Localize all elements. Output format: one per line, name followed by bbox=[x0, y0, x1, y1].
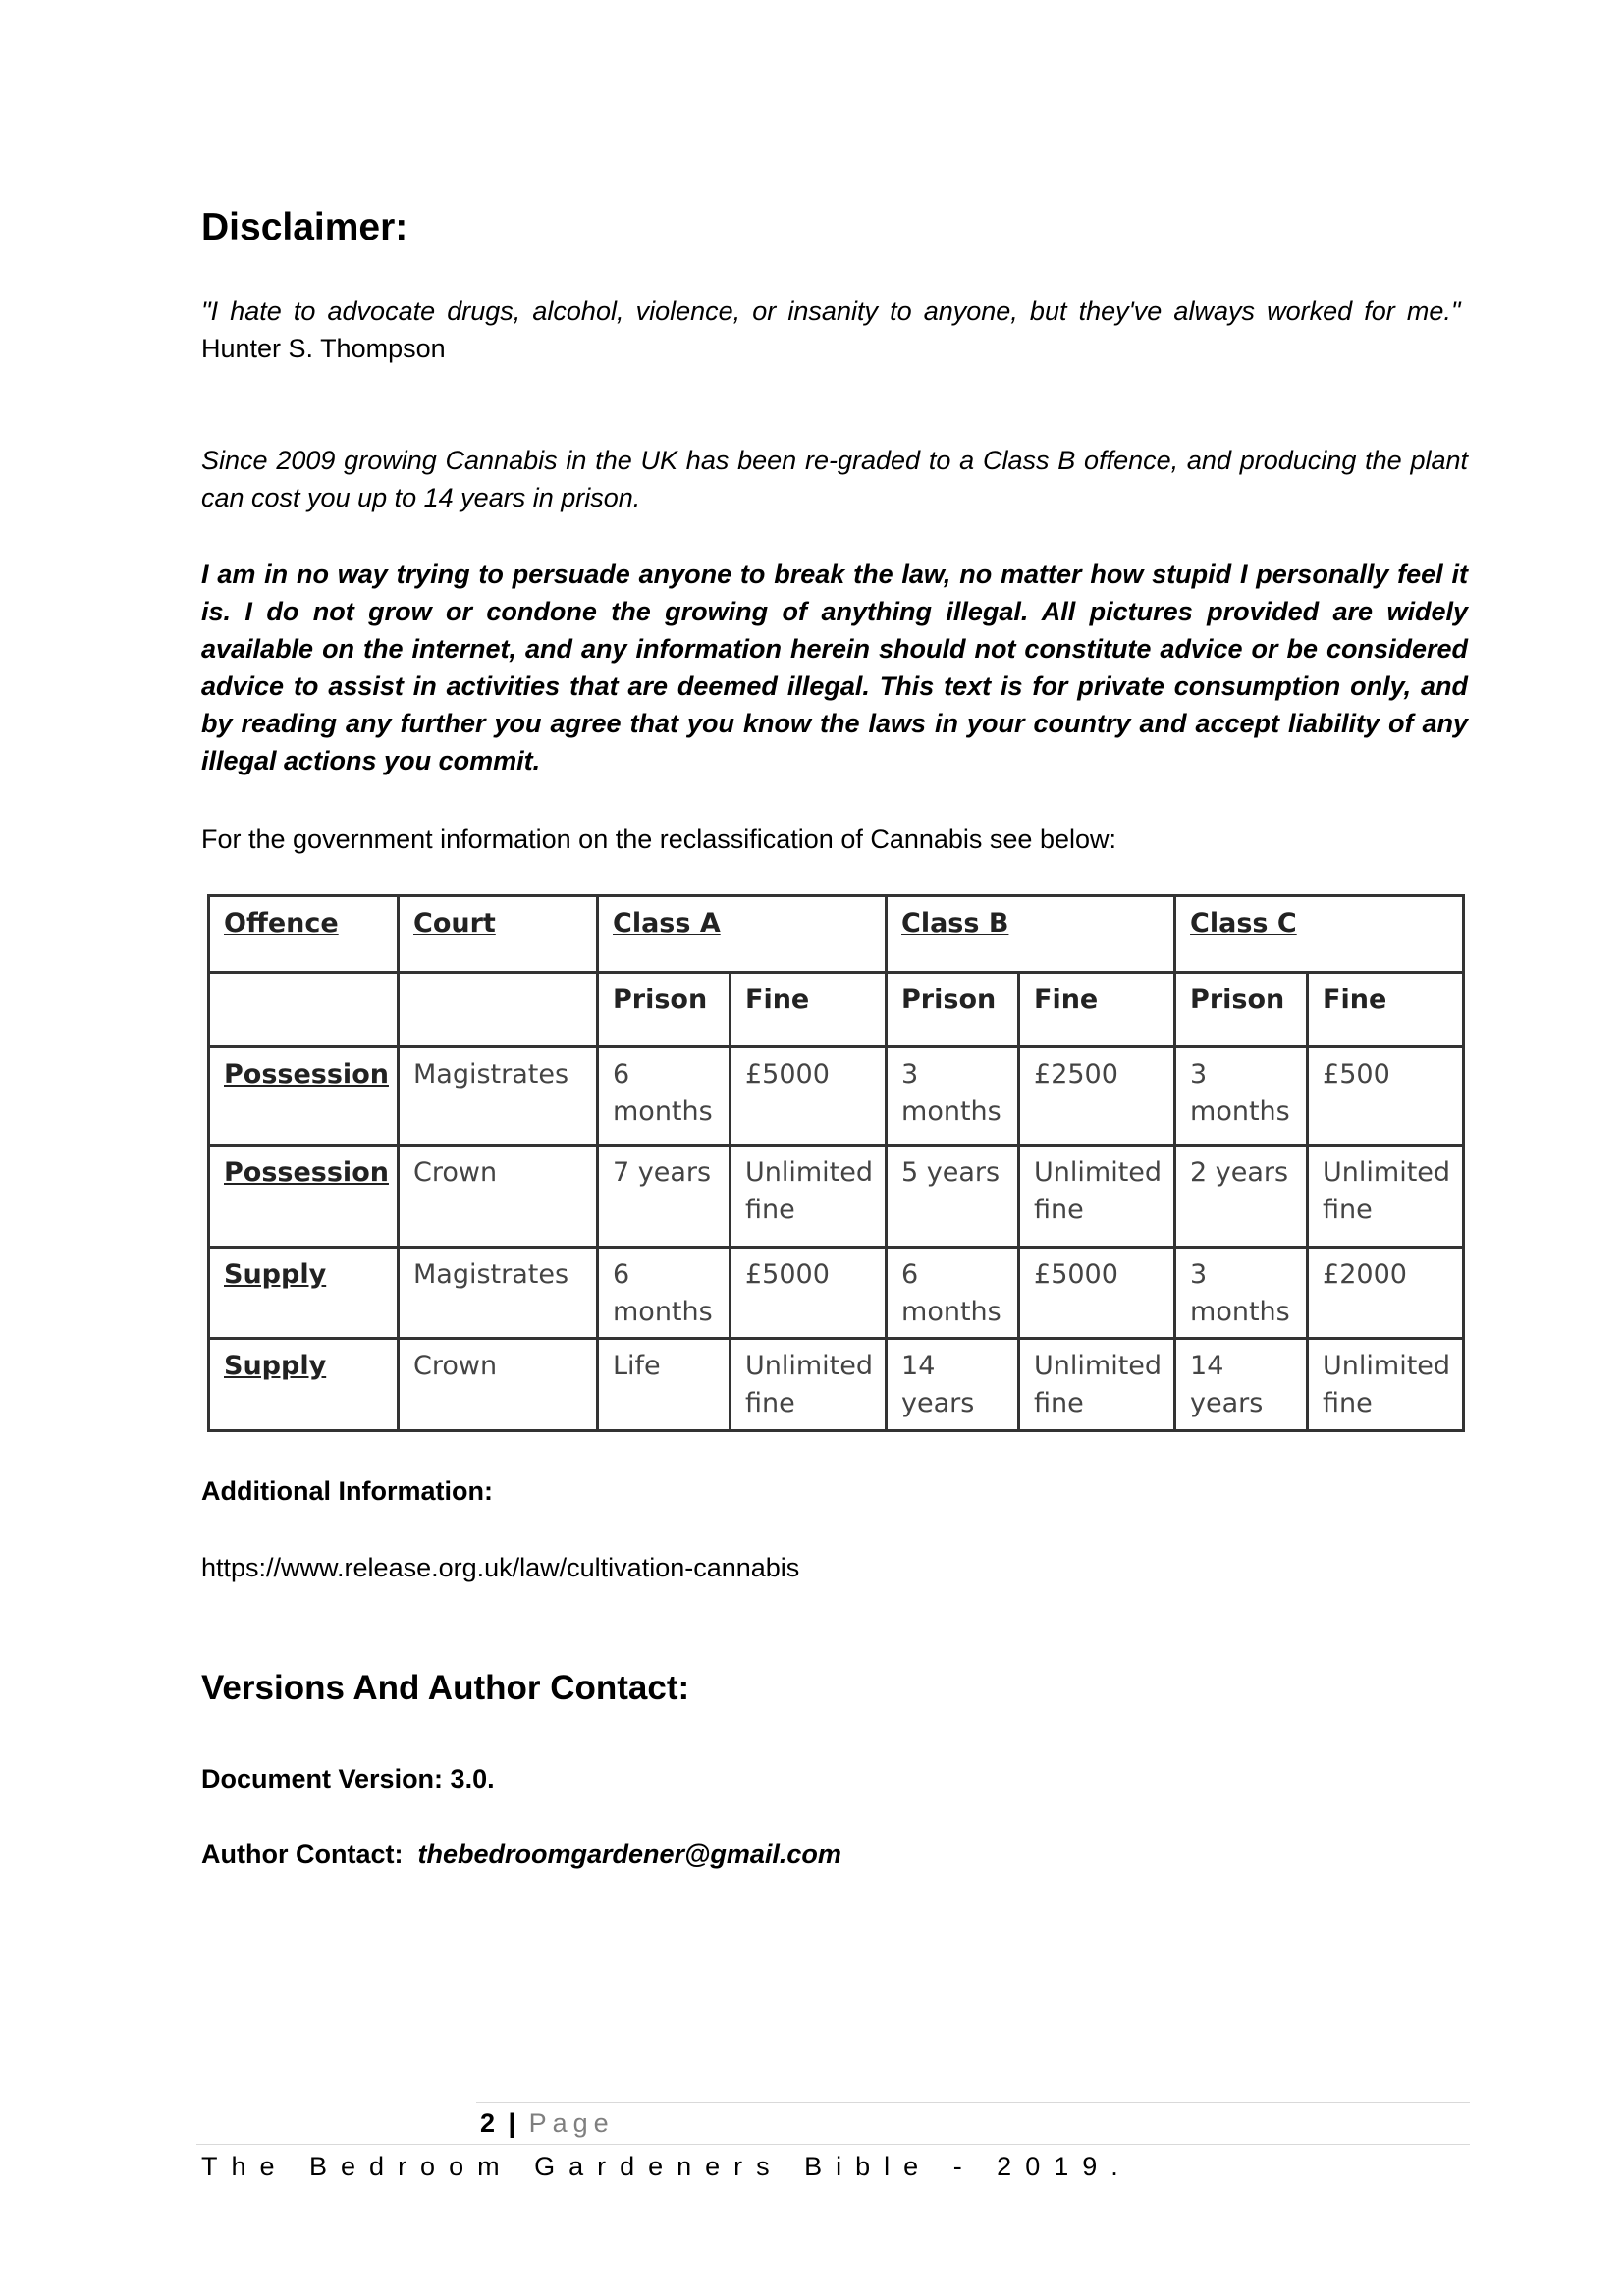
row-court: Crown bbox=[399, 1146, 598, 1248]
cell-class-a-prison: 7 years bbox=[598, 1146, 731, 1248]
cell-class-b-prison: 5 years bbox=[887, 1146, 1019, 1248]
reclassification-table bbox=[207, 894, 1465, 1432]
page-title: Disclaimer: bbox=[201, 206, 408, 248]
row-offence: Possession bbox=[209, 1047, 399, 1146]
subheader-fine: Fine bbox=[1019, 973, 1175, 1047]
row-offence: Possession bbox=[209, 1146, 399, 1248]
reference-link[interactable]: https://www.release.org.uk/law/cultivation-cannabis bbox=[201, 1553, 800, 1582]
footer-rule-top bbox=[476, 2102, 1470, 2103]
author-contact-label: Author Contact: bbox=[201, 1840, 404, 1869]
subheader-empty bbox=[399, 973, 598, 1047]
cell-class-c-fine: £500 bbox=[1308, 1047, 1464, 1146]
cell-class-c-fine: Unlimited fine bbox=[1308, 1339, 1464, 1431]
cell-class-b-fine: £5000 bbox=[1019, 1248, 1175, 1339]
author-contact bbox=[201, 1840, 841, 1870]
cell-class-c-prison: 3 months bbox=[1175, 1248, 1308, 1339]
document-version: Document Version: 3.0. bbox=[201, 1764, 495, 1793]
author-email-link[interactable]: thebedroomgardener@gmail.com bbox=[417, 1840, 841, 1869]
table-subheader-row bbox=[209, 973, 1464, 1047]
quote-author: Hunter S. Thompson bbox=[201, 334, 446, 363]
page-number-value: 2 bbox=[480, 2109, 496, 2138]
subheader-prison: Prison bbox=[1175, 973, 1308, 1047]
header-class-c: Class C bbox=[1175, 896, 1464, 973]
table-row bbox=[209, 1146, 1464, 1248]
page-separator: | bbox=[508, 2109, 516, 2138]
header-class-b: Class B bbox=[887, 896, 1175, 973]
cell-class-b-fine: Unlimited fine bbox=[1019, 1146, 1175, 1248]
intro-paragraph: Since 2009 growing Cannabis in the UK has been re-graded to a Class B offence, and producing the plant can cost you up to 14 years in prison. bbox=[201, 446, 1468, 512]
row-court: Crown bbox=[399, 1339, 598, 1431]
cell-class-b-fine: £2500 bbox=[1019, 1047, 1175, 1146]
book-title-footer: The Bedroom Gardeners Bible - 2019. bbox=[201, 2152, 1132, 2181]
cell-class-c-fine: £2000 bbox=[1308, 1248, 1464, 1339]
header-offence: Offence bbox=[209, 896, 399, 973]
table-row bbox=[209, 1047, 1464, 1146]
cell-class-a-fine: £5000 bbox=[731, 1248, 887, 1339]
cell-class-a-fine: Unlimited fine bbox=[731, 1146, 887, 1248]
cell-class-b-prison: 6 months bbox=[887, 1248, 1019, 1339]
subheader-prison: Prison bbox=[887, 973, 1019, 1047]
cell-class-c-prison: 14 years bbox=[1175, 1339, 1308, 1431]
gov-info-text: For the government information on the reclassification of Cannabis see below: bbox=[201, 825, 1117, 854]
quote-text: "I hate to advocate drugs, alcohol, violence, or insanity to anyone, but they've always worked for me." bbox=[201, 296, 1461, 326]
footer-rule-bottom bbox=[196, 2144, 1470, 2145]
cell-class-b-prison: 3 months bbox=[887, 1047, 1019, 1146]
page-word: Page bbox=[528, 2109, 615, 2138]
subheader-fine: Fine bbox=[731, 973, 887, 1047]
cell-class-a-prison: 6 months bbox=[598, 1047, 731, 1146]
table-header-row bbox=[209, 896, 1464, 973]
table-row bbox=[209, 1339, 1464, 1431]
row-court: Magistrates bbox=[399, 1047, 598, 1146]
cell-class-c-prison: 3 months bbox=[1175, 1047, 1308, 1146]
warning-paragraph: I am in no way trying to persuade anyone to break the law, no matter how stupid I personally feel it is. I do not grow or condone the growing of anything illegal. All pictures provided are widely available on the internet, and any information herein should not constitute advice or be considered advice to assist in activities that are deemed illegal. This text is for private consumption only, and by reading any further you agree that you know the laws in your country and accept liability of any illegal actions you commit. bbox=[201, 560, 1468, 775]
row-offence: Supply bbox=[209, 1339, 399, 1431]
cell-class-a-fine: £5000 bbox=[731, 1047, 887, 1146]
row-court: Magistrates bbox=[399, 1248, 598, 1339]
cell-class-a-prison: 6 months bbox=[598, 1248, 731, 1339]
cell-class-c-fine: Unlimited fine bbox=[1308, 1146, 1464, 1248]
additional-info-label: Additional Information: bbox=[201, 1476, 493, 1506]
subheader-prison: Prison bbox=[598, 973, 731, 1047]
page-number bbox=[480, 2109, 615, 2139]
cell-class-b-fine: Unlimited fine bbox=[1019, 1339, 1175, 1431]
versions-heading: Versions And Author Contact: bbox=[201, 1669, 690, 1707]
cell-class-a-fine: Unlimited fine bbox=[731, 1339, 887, 1431]
cell-class-a-prison: Life bbox=[598, 1339, 731, 1431]
header-class-a: Class A bbox=[598, 896, 887, 973]
table-row bbox=[209, 1248, 1464, 1339]
subheader-empty bbox=[209, 973, 399, 1047]
subheader-fine: Fine bbox=[1308, 973, 1464, 1047]
cell-class-c-prison: 2 years bbox=[1175, 1146, 1308, 1248]
header-court: Court bbox=[399, 896, 598, 973]
cell-class-b-prison: 14 years bbox=[887, 1339, 1019, 1431]
row-offence: Supply bbox=[209, 1248, 399, 1339]
quote-paragraph bbox=[201, 293, 1468, 367]
